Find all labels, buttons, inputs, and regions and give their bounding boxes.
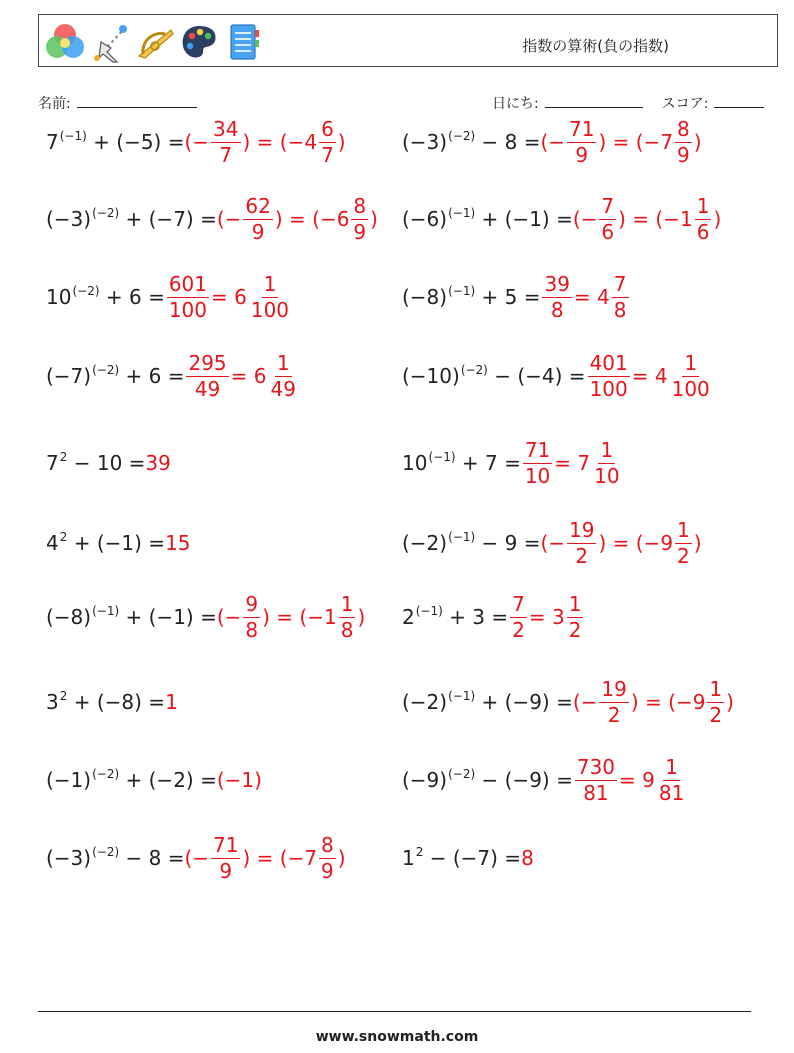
- fraction: [351, 193, 368, 244]
- question-text: + 6 =: [99, 285, 165, 309]
- name-label: 名前:: [38, 96, 71, 112]
- fraction-numerator: 39: [544, 271, 570, 296]
- question: [402, 767, 573, 792]
- question: [46, 284, 165, 309]
- footer-divider: [38, 1011, 751, 1012]
- pin-icon: [91, 20, 131, 64]
- question-text: + (−9) =: [475, 690, 573, 714]
- exponent: (−2): [92, 767, 120, 781]
- answer-text: (−: [216, 207, 242, 231]
- fraction: [269, 350, 298, 401]
- question-text: − 9 =: [475, 531, 541, 555]
- exponent: (−2): [92, 206, 120, 220]
- question-text: + 3 =: [442, 605, 509, 629]
- question: [402, 284, 541, 309]
- fraction: [707, 676, 724, 727]
- question-text: (−8): [402, 285, 448, 309]
- answer-text: 1: [165, 690, 178, 714]
- fraction: [167, 271, 209, 322]
- question-text: + 5 =: [475, 285, 541, 309]
- fraction-denominator: 2: [512, 617, 525, 642]
- question: [402, 206, 573, 231]
- fraction: [186, 350, 228, 401]
- fraction-denominator: 100: [671, 376, 710, 401]
- answer-text: (−: [216, 605, 242, 629]
- exponent: (−1): [448, 206, 476, 220]
- fraction: [675, 116, 692, 167]
- exponent: 2: [59, 689, 68, 703]
- question-text: (−2): [402, 690, 448, 714]
- page-title: 指数の算術(負の指数): [522, 37, 669, 55]
- question-text: − (−7) =: [423, 846, 522, 870]
- fraction-numerator: 71: [213, 832, 239, 857]
- answer-text: ): [357, 605, 366, 629]
- fraction-numerator: 601: [168, 271, 208, 296]
- question: [402, 450, 521, 475]
- question-text: + (−1) =: [119, 605, 217, 629]
- fraction-denominator: 7: [219, 142, 233, 167]
- answer: [184, 350, 299, 401]
- answer-text: ) = (−1: [262, 605, 337, 629]
- fraction-numerator: 6: [321, 116, 334, 141]
- problem-p12: [402, 513, 702, 573]
- answer: [184, 832, 346, 883]
- fraction: [243, 193, 272, 244]
- date-blank[interactable]: [545, 93, 643, 108]
- question: [402, 363, 586, 388]
- fraction-denominator: 81: [658, 780, 685, 805]
- fraction-denominator: 8: [245, 617, 259, 642]
- problem-p6: [402, 267, 631, 327]
- footer-site: www.snowmath.com: [315, 1029, 479, 1045]
- question-text: + (−8) =: [67, 690, 166, 714]
- exponent: (−1): [428, 450, 456, 464]
- answer-text: ): [693, 531, 702, 555]
- problem-p7: [46, 346, 300, 406]
- exponent: 2: [415, 845, 424, 859]
- fraction-denominator: 9: [677, 142, 690, 167]
- fraction: [675, 517, 692, 568]
- fraction-denominator: 100: [168, 297, 208, 322]
- color-wheel-icon: [43, 20, 87, 64]
- answer: [573, 754, 688, 805]
- fraction-numerator: 730: [576, 754, 616, 779]
- fraction: [567, 517, 596, 568]
- fraction-numerator: 71: [524, 437, 551, 462]
- answer: [184, 116, 346, 167]
- answer: [217, 770, 262, 790]
- question-text: 7: [46, 451, 59, 475]
- question-text: (−3): [46, 207, 92, 231]
- worksheet-header: [38, 14, 778, 67]
- fraction: [657, 754, 686, 805]
- exponent: (−2): [460, 363, 488, 377]
- exponent: (−1): [59, 129, 87, 143]
- question-text: − 8 =: [475, 130, 541, 154]
- header-icons: [43, 20, 263, 64]
- fraction-numerator: 8: [677, 116, 690, 141]
- fraction: [211, 116, 240, 167]
- fraction: [542, 271, 571, 322]
- answer-text: = 6: [211, 285, 247, 309]
- exponent: (−1): [448, 530, 476, 544]
- question-text: (−1): [46, 768, 92, 792]
- exponent: (−1): [415, 604, 443, 618]
- fraction: [567, 116, 596, 167]
- score-label: スコア:: [661, 96, 709, 112]
- fraction-numerator: 1: [263, 271, 277, 296]
- fraction: [339, 591, 356, 642]
- answer: [165, 271, 293, 322]
- fraction-denominator: 2: [709, 702, 723, 727]
- answer-text: (−: [572, 690, 598, 714]
- question-text: 4: [46, 531, 59, 555]
- fraction: [319, 116, 336, 167]
- question-text: 3: [46, 690, 59, 714]
- problem-p20: [402, 828, 534, 888]
- score-blank[interactable]: [714, 93, 764, 108]
- problem-p13: [46, 587, 365, 647]
- answer-text: (−: [540, 531, 566, 555]
- fraction-numerator: 1: [340, 591, 354, 616]
- fraction-numerator: 1: [568, 591, 582, 616]
- name-field: [38, 93, 197, 113]
- problem-p11: [46, 513, 191, 573]
- question-text: + 6 =: [119, 364, 185, 388]
- fraction-numerator: 62: [245, 193, 271, 218]
- problem-p3: [46, 189, 378, 249]
- answer-text: (−: [572, 207, 598, 231]
- answer-text: ) = (−7: [242, 846, 318, 870]
- fraction: [695, 193, 712, 244]
- answer-text: ) = (−1: [618, 207, 693, 231]
- answer-text: ): [726, 690, 734, 714]
- fraction-denominator: 2: [607, 702, 621, 727]
- answer-text: = 7: [554, 451, 591, 475]
- question-text: (−10): [402, 364, 460, 388]
- question-text: (−3): [46, 846, 92, 870]
- fraction: [575, 754, 617, 805]
- fraction-numerator: 7: [512, 591, 525, 616]
- fraction-denominator: 6: [601, 219, 615, 244]
- fraction: [612, 271, 629, 322]
- answer-text: 15: [165, 531, 191, 555]
- question: [402, 689, 573, 714]
- answer: [540, 116, 702, 167]
- problem-p5: [46, 267, 293, 327]
- palette-icon: [179, 20, 219, 64]
- answer-text: = 4: [573, 285, 610, 309]
- question-text: + (−1) =: [67, 531, 166, 555]
- question-text: 10: [46, 285, 72, 309]
- fraction-numerator: 19: [601, 676, 627, 701]
- question-text: (−8): [46, 605, 92, 629]
- question: [46, 363, 185, 388]
- question-text: − 10 =: [67, 451, 146, 475]
- answer: [145, 453, 170, 473]
- answer-text: (−: [184, 130, 210, 154]
- fraction-denominator: 8: [613, 297, 627, 322]
- answer-text: ) = (−4: [242, 130, 318, 154]
- answer-text: = 9: [619, 768, 655, 792]
- problem-p19: [46, 828, 346, 888]
- question: [46, 129, 185, 154]
- fraction-denominator: 100: [589, 376, 628, 401]
- question-text: (−2): [402, 531, 448, 555]
- answer-text: = 6: [230, 364, 267, 388]
- question-text: + (−1) =: [475, 207, 573, 231]
- fraction-numerator: 71: [569, 116, 595, 141]
- fraction-numerator: 19: [569, 517, 595, 542]
- answer: [216, 193, 378, 244]
- fraction-denominator: 9: [575, 142, 589, 167]
- problem-p9: [46, 433, 171, 493]
- exponent: (−1): [92, 604, 120, 618]
- answer-text: ): [370, 207, 378, 231]
- question: [402, 604, 509, 629]
- exponent: (−2): [448, 129, 476, 143]
- fraction: [599, 193, 616, 244]
- fraction: [592, 437, 621, 488]
- exponent: (−1): [448, 689, 476, 703]
- fraction-numerator: 7: [613, 271, 627, 296]
- fraction: [599, 676, 628, 727]
- fraction: [567, 591, 584, 642]
- fraction-numerator: 1: [677, 517, 690, 542]
- fraction-denominator: 10: [594, 463, 620, 488]
- fraction-denominator: 7: [321, 142, 334, 167]
- question-text: (−3): [402, 130, 448, 154]
- question: [46, 845, 185, 870]
- exponent: 2: [59, 450, 68, 464]
- exponent: (−2): [448, 767, 476, 781]
- question: [46, 689, 166, 714]
- fraction-numerator: 1: [600, 437, 614, 462]
- question-text: + (−5) =: [86, 130, 185, 154]
- problem-p18: [402, 750, 688, 810]
- fraction-denominator: 6: [696, 219, 710, 244]
- answer-text: ): [337, 846, 346, 870]
- fraction-numerator: 1: [276, 350, 290, 375]
- fraction-numerator: 295: [188, 350, 227, 375]
- problem-p10: [402, 433, 624, 493]
- answer-text: ): [713, 207, 722, 231]
- answer: [572, 676, 734, 727]
- question-text: + 7 =: [455, 451, 521, 475]
- question-text: 7: [46, 130, 59, 154]
- fraction-numerator: 1: [684, 350, 698, 375]
- answer: [521, 848, 534, 868]
- answer: [165, 533, 190, 553]
- exponent: (−2): [72, 284, 100, 298]
- problem-p17: [46, 750, 262, 810]
- answer-text: = 3: [528, 605, 565, 629]
- problem-p8: [402, 346, 714, 406]
- answer-text: ) = (−7: [598, 130, 674, 154]
- question: [402, 530, 541, 555]
- fraction: [670, 350, 712, 401]
- fraction-denominator: 2: [677, 543, 690, 568]
- answer: [216, 591, 366, 642]
- question-text: − (−4) =: [487, 364, 586, 388]
- question: [402, 129, 541, 154]
- fraction-numerator: 401: [589, 350, 628, 375]
- question-text: 10: [402, 451, 428, 475]
- date-score-fields: [492, 93, 764, 113]
- fraction-denominator: 10: [524, 463, 551, 488]
- question-text: (−7): [46, 364, 92, 388]
- fraction: [510, 591, 527, 642]
- fraction-denominator: 49: [194, 376, 221, 401]
- question-text: − (−9) =: [475, 768, 573, 792]
- fraction: [243, 591, 260, 642]
- problem-p1: [46, 112, 346, 172]
- answer: [540, 517, 702, 568]
- fraction-denominator: 100: [250, 297, 290, 322]
- answer-text: ) = (−6: [274, 207, 350, 231]
- fraction-numerator: 8: [353, 193, 367, 218]
- date-label: 日にち:: [492, 96, 539, 112]
- problem-p2: [402, 112, 702, 172]
- answer: [540, 271, 630, 322]
- answer-text: (−: [540, 130, 566, 154]
- answer: [586, 350, 714, 401]
- answer-text: ) = (−9: [630, 690, 706, 714]
- exponent: (−2): [92, 363, 120, 377]
- question-text: − 8 =: [119, 846, 185, 870]
- answer-text: 39: [145, 451, 171, 475]
- fraction-denominator: 81: [583, 780, 609, 805]
- fraction-numerator: 1: [709, 676, 723, 701]
- answer-text: (−1): [216, 768, 262, 792]
- problem-p14: [402, 587, 585, 647]
- fraction: [588, 350, 630, 401]
- problem-p15: [46, 672, 178, 732]
- question: [402, 845, 522, 870]
- question-text: (−6): [402, 207, 448, 231]
- answer-text: 8: [521, 846, 534, 870]
- fraction-denominator: 9: [251, 219, 265, 244]
- question: [46, 450, 146, 475]
- question-text: (−9): [402, 768, 448, 792]
- answer: [508, 591, 585, 642]
- problem-p4: [402, 189, 721, 249]
- question: [46, 206, 217, 231]
- question-text: 1: [402, 846, 415, 870]
- answer: [521, 437, 624, 488]
- answer-text: (−: [184, 846, 210, 870]
- fraction: [523, 437, 552, 488]
- fraction-numerator: 1: [696, 193, 710, 218]
- fraction: [249, 271, 291, 322]
- question-text: + (−7) =: [119, 207, 217, 231]
- question-text: 2: [402, 605, 415, 629]
- notebook-icon: [223, 20, 263, 64]
- answer-text: ): [337, 130, 346, 154]
- exponent: (−2): [92, 845, 120, 859]
- answer-text: ) = (−9: [598, 531, 674, 555]
- answer-text: ): [693, 130, 702, 154]
- exponent: (−1): [448, 284, 476, 298]
- question: [46, 530, 166, 555]
- fraction-numerator: 7: [601, 193, 615, 218]
- fraction-numerator: 34: [213, 116, 239, 141]
- fraction: [211, 832, 240, 883]
- fraction-numerator: 9: [245, 591, 259, 616]
- answer: [572, 193, 722, 244]
- problem-p16: [402, 672, 734, 732]
- question: [46, 604, 217, 629]
- name-blank[interactable]: [77, 93, 197, 108]
- fraction-denominator: 9: [353, 219, 367, 244]
- question: [46, 767, 217, 792]
- fraction-denominator: 8: [550, 297, 564, 322]
- fraction-denominator: 8: [340, 617, 354, 642]
- question-text: + (−2) =: [119, 768, 217, 792]
- fraction-denominator: 2: [575, 543, 589, 568]
- fraction-denominator: 49: [270, 376, 296, 401]
- fraction-numerator: 8: [321, 832, 334, 857]
- protractor-icon: [135, 20, 175, 64]
- fraction-denominator: 2: [568, 617, 582, 642]
- fraction-numerator: 1: [665, 754, 678, 779]
- fraction-denominator: 9: [321, 858, 334, 883]
- answer: [165, 692, 178, 712]
- fraction-denominator: 9: [219, 858, 233, 883]
- answer-text: = 4: [631, 364, 668, 388]
- fraction: [319, 832, 336, 883]
- exponent: 2: [59, 530, 68, 544]
